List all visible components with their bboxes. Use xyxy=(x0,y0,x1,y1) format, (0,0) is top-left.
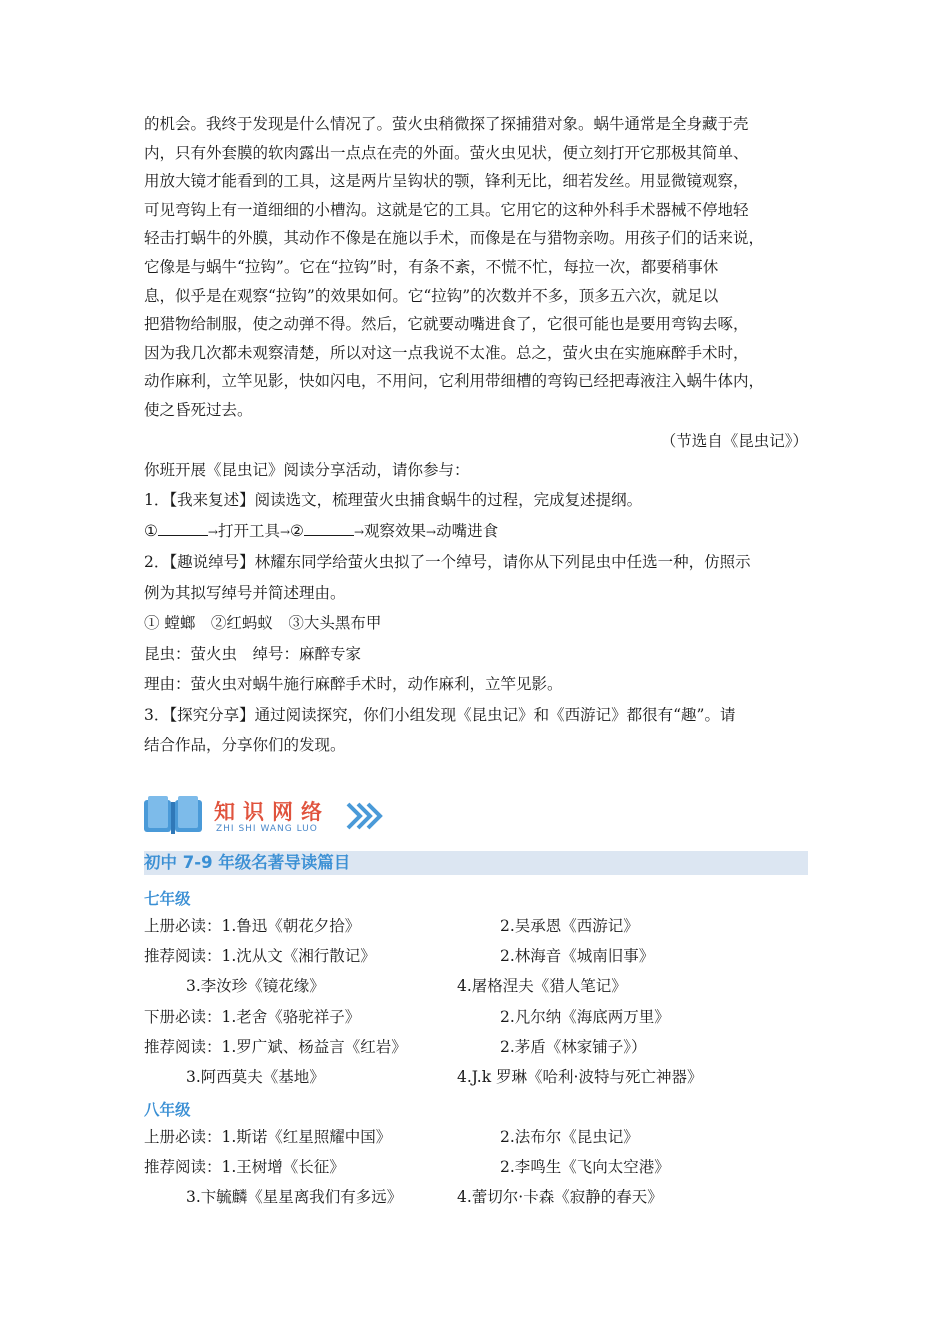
reading-row xyxy=(144,971,808,1001)
answer-blank-2[interactable] xyxy=(304,521,354,536)
reading-item: 2.凡尔纳《海底两万里》 xyxy=(500,1008,670,1026)
knowledge-network-title: 知识网络 xyxy=(214,800,330,824)
knowledge-network-banner xyxy=(144,790,404,840)
arrow-icon: → xyxy=(353,524,365,539)
outline-number-2: ② xyxy=(290,521,304,540)
passage-text xyxy=(144,110,808,425)
reading-row xyxy=(144,1122,808,1152)
passage-source: （节选自《昆虫记》） xyxy=(660,431,808,450)
activity-intro: 你班开展《昆虫记》阅读分享活动，请你参与： xyxy=(144,460,470,479)
question-2-line-1: 2．【趣说绰号】林耀东同学给萤火虫拟了一个绰号，请你从下列昆虫中任选一种，仿照示 xyxy=(144,553,751,572)
reading-item: 上册必读：1.鲁迅《朝花夕拾》 xyxy=(144,917,361,935)
outline-step-observe: 观察效果 xyxy=(364,521,427,540)
reading-item: 4.屠格涅夫《猎人笔记》 xyxy=(457,977,627,995)
passage-line: 它像是与蜗牛“拉钩”。它在“拉钩”时，有条不紊，不慌不忙，每拉一次，都要稍事休 xyxy=(144,257,719,276)
reading-item: 2.吴承恩《西游记》 xyxy=(500,917,639,935)
reading-item: 3.卞毓麟《星星离我们有多远》 xyxy=(186,1188,403,1206)
reading-item: 2.林海音《城南旧事》 xyxy=(500,947,655,965)
passage-line: 动作麻利，立竿见影，快如闪电，不用问，它利用带细槽的弯钩已经把毒液注入蜗牛体内， xyxy=(144,372,765,391)
reading-row xyxy=(144,1152,808,1182)
reading-item: 下册必读：1.老舍《骆驼祥子》 xyxy=(144,1008,361,1026)
passage-line: 内，只有外套膜的软肉露出一点点在壳的外面。萤火虫见状，便立刻打开它那极其简单、 xyxy=(144,143,749,162)
reading-item: 2.李鸣生《飞向太空港》 xyxy=(500,1158,670,1176)
reading-item: 推荐阅读：1.王树增《长征》 xyxy=(144,1158,345,1176)
question-3-line-2: 结合作品，分享你们的发现。 xyxy=(144,736,346,755)
grade-8-label: 八年级 xyxy=(144,1101,191,1119)
question-2-line-2: 例为其拟写绰号并简述理由。 xyxy=(144,583,346,602)
reading-row xyxy=(144,1062,808,1092)
question-2-example: 昆虫：萤火虫 绰号：麻醉专家 xyxy=(144,644,362,663)
reading-row xyxy=(144,941,808,971)
passage-line: 可见弯钩上有一道细细的小槽沟。这就是它的工具。它用它的这种外科手术器械不停地轻 xyxy=(144,200,749,219)
passage-line: 用放大镜才能看到的工具，这是两片呈钩状的颚，锋利无比，细若发丝。用显微镜观察， xyxy=(144,172,749,191)
grade-7-label: 七年级 xyxy=(144,890,191,908)
question-2-reason: 理由：萤火虫对蜗牛施行麻醉手术时，动作麻利，立竿见影。 xyxy=(144,675,563,694)
arrow-icon: → xyxy=(279,524,291,539)
passage-line: 因为我几次都未观察清楚，所以对这一点我说不太准。总之，萤火虫在实施麻醉手术时， xyxy=(144,343,749,362)
passage-line: 的机会。我终于发现是什么情况了。萤火虫稍微探了探捕猎对象。蜗牛通常是全身藏于壳 xyxy=(144,115,749,133)
reading-row xyxy=(144,1002,808,1032)
reading-item: 4.J.k 罗琳《哈利·波特与死亡神器》 xyxy=(457,1068,703,1086)
answer-blank-1[interactable] xyxy=(158,521,208,536)
reading-item: 推荐阅读：1.罗广斌、杨益言《红岩》 xyxy=(144,1038,407,1056)
knowledge-network-subtitle: ZHI SHI WANG LUO xyxy=(216,824,318,834)
reading-item: 4.蕾切尔·卡森《寂静的春天》 xyxy=(457,1188,663,1206)
reading-item: 3.李汝珍《镜花缘》 xyxy=(186,977,325,995)
outline-step-open-tool: 打开工具 xyxy=(217,521,280,540)
reading-item: 2.法布尔《昆虫记》 xyxy=(500,1128,639,1146)
reading-item: 推荐阅读：1.沈从文《湘行散记》 xyxy=(144,947,376,965)
question-3-line-1: 3．【探究分享】通过阅读探究，你们小组发现《昆虫记》和《西游记》都很有“趣”。请 xyxy=(144,705,736,724)
arrow-icon: → xyxy=(207,524,218,539)
passage-line: 把猎物给制服，使之动弹不得。然后，它就要动嘴进食了，它很可能也是要用弯钩去啄， xyxy=(144,315,749,334)
reading-item: 上册必读：1.斯诺《红星照耀中国》 xyxy=(144,1128,392,1146)
outline-number-1: ① xyxy=(144,521,158,540)
passage-line: 轻击打蜗牛的外膜，其动作不像是在施以手术，而像是在与猎物亲吻。用孩子们的话来说， xyxy=(144,229,765,248)
passage-block xyxy=(144,110,808,761)
reading-list-heading-bar xyxy=(144,851,808,875)
passage-line: 息，似乎是在观察“拉钩”的效果如何。它“拉钩”的次数并不多，顶多五六次，就足以 xyxy=(144,286,719,305)
reading-row xyxy=(144,1032,808,1062)
reading-row xyxy=(144,1182,808,1212)
outline-step-eat: 动嘴进食 xyxy=(436,521,499,540)
question-2-options: ① 螳螂 ②红蚂蚁 ③大头黑布甲 xyxy=(144,614,382,633)
reading-item: 2.茅盾《林家铺子》） xyxy=(500,1038,647,1056)
arrow-icon: → xyxy=(426,524,437,539)
question-1: 1．【我来复述】阅读选文，梳理萤火虫捕食蜗牛的过程，完成复述提纲。 xyxy=(144,491,643,510)
open-book-icon xyxy=(144,796,202,836)
question-1-outline xyxy=(144,516,808,548)
reading-item: 3.阿西莫夫《基地》 xyxy=(186,1068,325,1086)
double-chevron-right-icon xyxy=(344,800,384,832)
passage-line: 使之昏死过去。 xyxy=(144,400,253,419)
reading-row xyxy=(144,911,808,941)
reading-list-heading: 初中 7-9 年级名著导读篇目 xyxy=(144,853,351,872)
